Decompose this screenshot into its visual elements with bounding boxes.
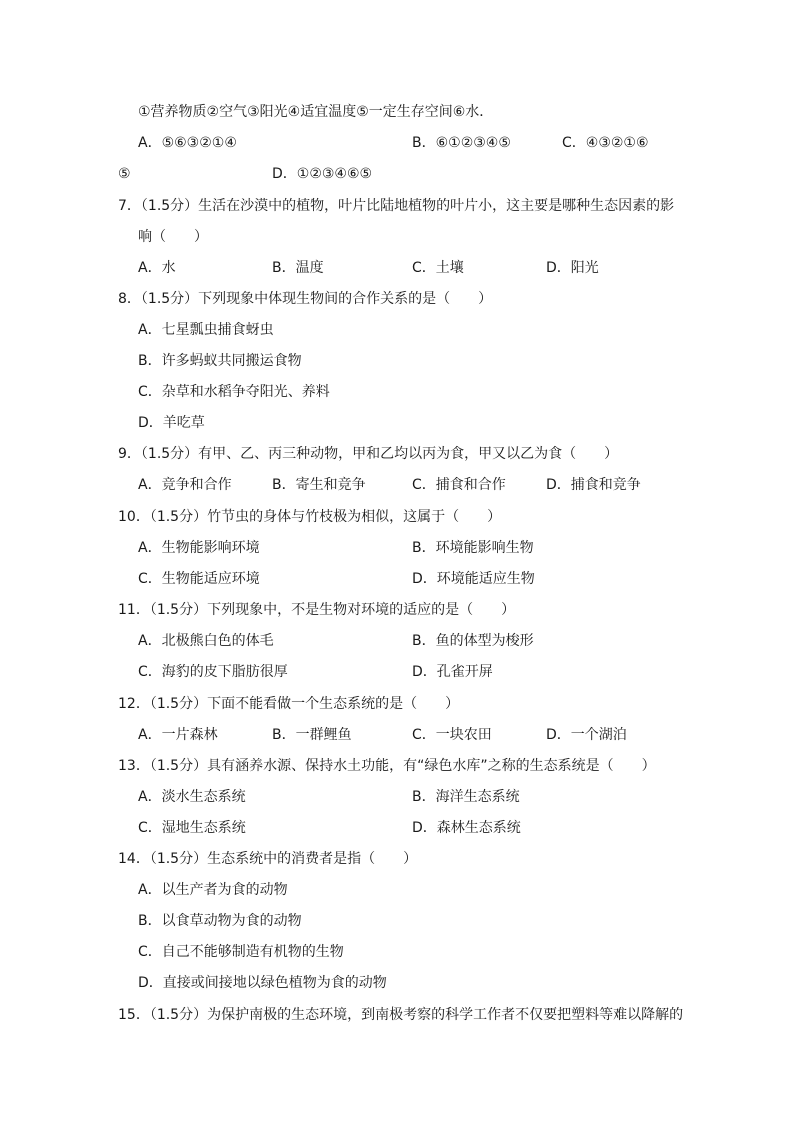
- question-6-option-a: A．⑤⑥③②①④: [138, 135, 237, 151]
- question-13-option-b: B．海洋生态系统: [412, 789, 520, 805]
- question-11-option-b: B．鱼的体型为梭形: [412, 633, 534, 649]
- question-7-option-d: D．阳光: [546, 260, 599, 276]
- question-9-option-b: B．寄生和竞争: [272, 477, 366, 493]
- question-14-option-d: D．直接或间接地以绿色植物为食的动物: [138, 975, 387, 991]
- question-10-option-b: B．环境能影响生物: [412, 540, 534, 556]
- question-6-option-b: B．⑥①②③④⑤: [412, 135, 511, 151]
- question-8-stem: 8．（1.5分）下列现象中体现生物间的合作关系的是（ ）: [118, 291, 493, 307]
- question-10-option-a: A．生物能影响环境: [138, 540, 260, 556]
- question-7-stem: 7．（1.5分）生活在沙漠中的植物，叶片比陆地植物的叶片小，这主要是哪种生态因素的影: [118, 198, 675, 214]
- question-13-stem: 13．（1.5分）具有涵养水源、保持水土功能，有“绿色水库”之称的生态系统是（ ）: [118, 758, 656, 774]
- question-7-option-c: C．土壤: [412, 260, 464, 276]
- question-8-option-d: D．羊吃草: [138, 415, 205, 431]
- question-8-option-c: C．杂草和水稻争夺阳光、养料: [138, 384, 330, 400]
- question-14-option-b: B．以食草动物为食的动物: [138, 913, 302, 929]
- question-13-option-c: C．湿地生态系统: [138, 820, 246, 836]
- question-7-stem-continuation: 响（ ）: [138, 229, 208, 245]
- question-10-option-d: D．环境能适应生物: [412, 571, 535, 587]
- question-11-stem: 11．（1.5分）下列现象中，不是生物对环境的适应的是（ ）: [118, 602, 516, 618]
- question-13-option-d: D．森林生态系统: [412, 820, 521, 836]
- question-6-option-d: D．①②③④⑥⑤: [272, 166, 373, 182]
- question-6-option-c-continuation: ⑤: [118, 166, 131, 182]
- question-14-option-a: A．以生产者为食的动物: [138, 882, 288, 898]
- question-8-option-a: A．七星瓢虫捕食蚜虫: [138, 322, 274, 338]
- question-14-option-c: C．自己不能够制造有机物的生物: [138, 944, 344, 960]
- question-12-stem: 12．（1.5分）下面不能看做一个生态系统的是（ ）: [118, 696, 460, 712]
- question-9-option-a: A．竞争和合作: [138, 477, 232, 493]
- question-13-option-a: A．淡水生态系统: [138, 789, 246, 805]
- question-6-option-c: C．④③②①⑥: [562, 135, 649, 151]
- question-9-stem: 9．（1.5分）有甲、乙、丙三种动物，甲和乙均以丙为食，甲又以乙为食（ ）: [118, 446, 619, 462]
- question-12-option-b: B．一群鲤鱼: [272, 727, 352, 743]
- question-8-option-b: B．许多蚂蚁共同搬运食物: [138, 353, 302, 369]
- question-12-option-a: A．一片森林: [138, 727, 218, 743]
- question-9-option-c: C．捕食和合作: [412, 477, 506, 493]
- question-15-stem: 15．（1.5分）为保护南极的生态环境，到南极考察的科学工作者不仅要把塑料等难以降解的: [118, 1007, 684, 1023]
- question-14-stem: 14．（1.5分）生态系统中的消费者是指（ ）: [118, 851, 418, 867]
- question-12-option-d: D．一个湖泊: [546, 727, 627, 743]
- question-7-option-b: B．温度: [272, 260, 324, 276]
- question-10-option-c: C．生物能适应环境: [138, 571, 260, 587]
- question-12-option-c: C．一块农田: [412, 727, 492, 743]
- question-10-stem: 10．（1.5分）竹节虫的身体与竹枝极为相似，这属于（ ）: [118, 509, 502, 525]
- question-6-stem-continuation: ①营养物质②空气③阳光④适宜温度⑤一定生存空间⑥水．: [138, 104, 494, 120]
- question-11-option-a: A．北极熊白色的体毛: [138, 633, 274, 649]
- question-9-option-d: D．捕食和竞争: [546, 477, 641, 493]
- question-11-option-c: C．海豹的皮下脂肪很厚: [138, 664, 288, 680]
- question-7-option-a: A．水: [138, 260, 176, 276]
- question-11-option-d: D．孔雀开屏: [412, 664, 493, 680]
